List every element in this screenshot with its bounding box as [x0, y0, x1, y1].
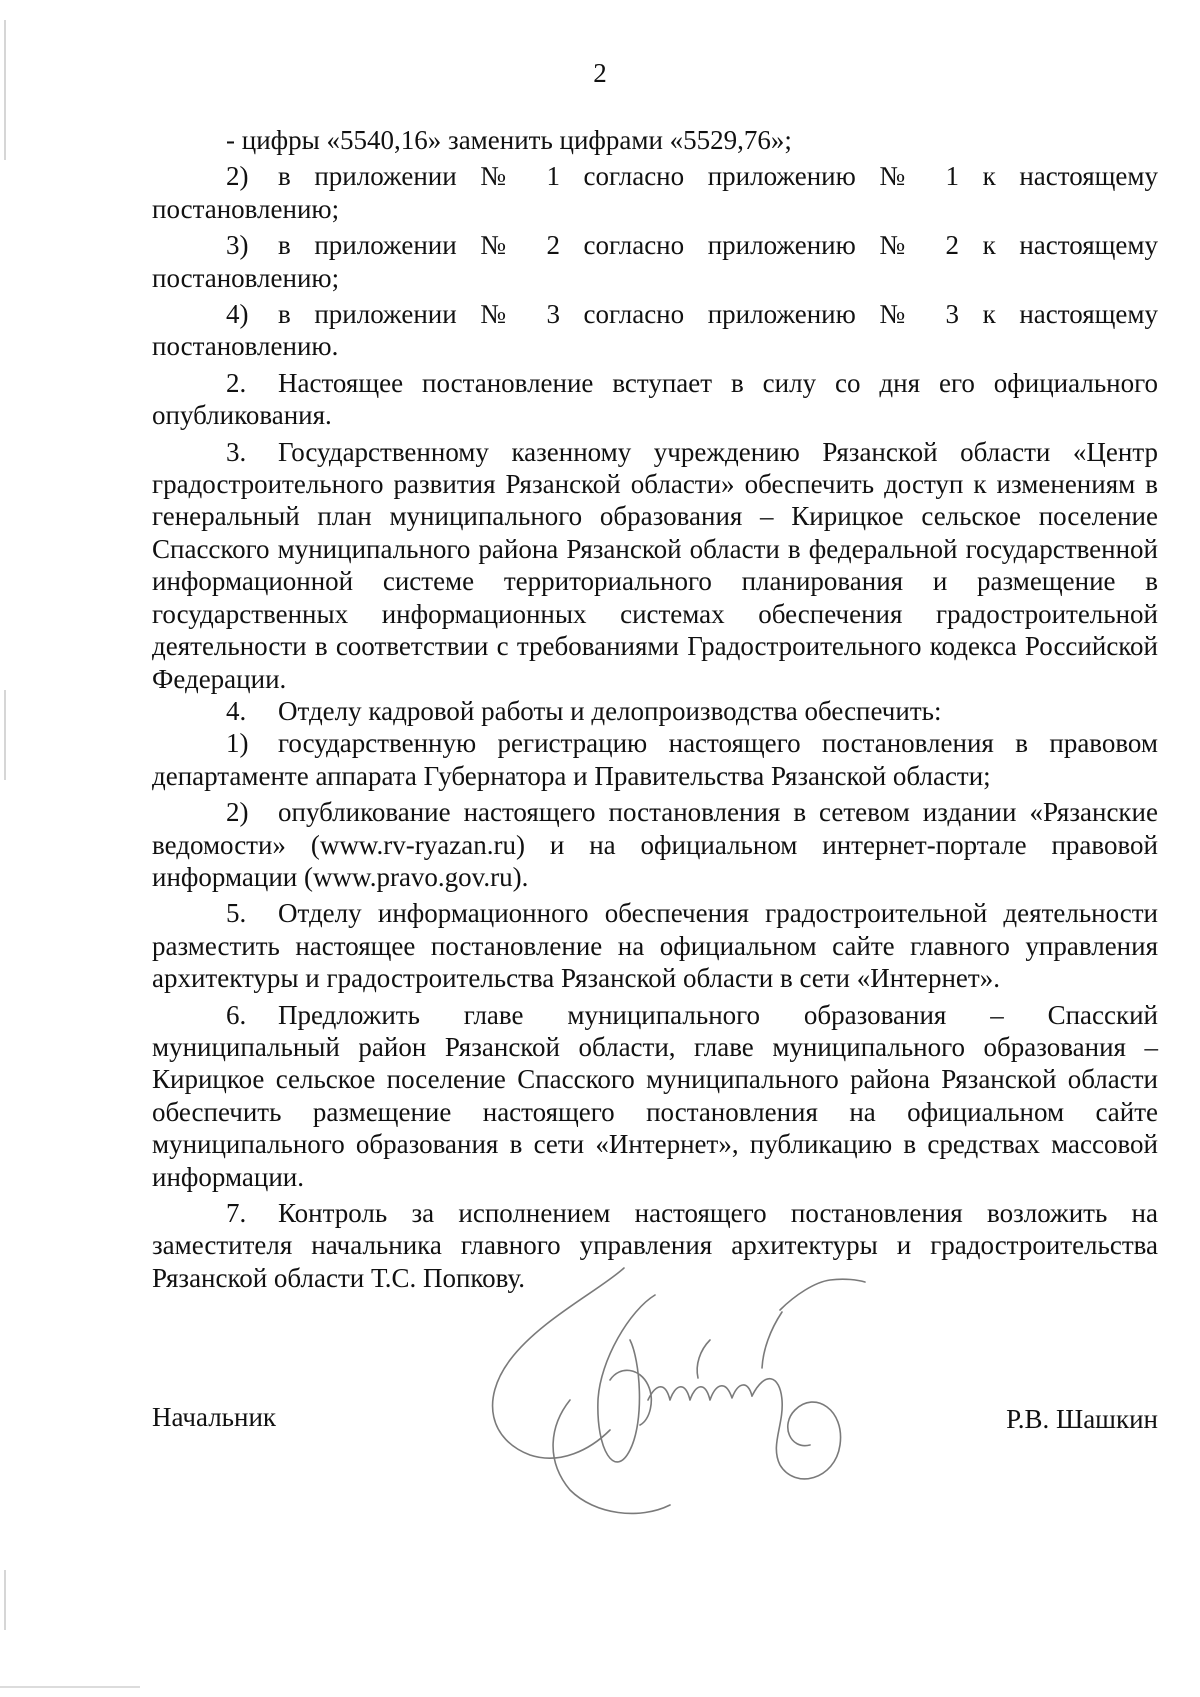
paragraph-item-2	[152, 160, 1158, 225]
paragraph-section-5	[152, 897, 1158, 994]
paragraph-number: 2)	[226, 161, 249, 192]
paragraph-number: 4.	[226, 695, 247, 726]
paragraph-text: Настоящее постановление вступает в силу со дня его официального опубликования.	[152, 367, 1158, 431]
paragraph-item-4	[152, 298, 1158, 363]
paragraph-number: 7.	[226, 1198, 247, 1228]
paragraph-text: Предложить главе муниципального образования – Спасский муниципальный район Рязанской области, главе муниципального образования – Кирицкое сельское поселение Спасского муниципального района Рязанской области обеспечить размещение настоящего постановления на официальном сайте муниципального образования в сети «Интернет», публикацию в средствах массовой информации.	[152, 999, 1158, 1192]
paragraph-text: в приложении № 3 согласно приложению № 3 к настоящему постановлению.	[152, 299, 1158, 362]
scan-edge-mark	[4, 690, 6, 780]
paragraph-text: - цифры «5540,16» заменить цифрами «5529,76»;	[226, 125, 792, 155]
paragraph-text: Отделу кадровой работы и делопроизводства обеспечить:	[278, 695, 942, 726]
paragraph-item-3	[152, 229, 1158, 294]
signer-title: Начальник	[152, 1402, 277, 1432]
paragraph-number: 1)	[226, 728, 249, 759]
paragraph-number: 2)	[226, 797, 249, 828]
paragraph-number: 2.	[226, 367, 247, 398]
paragraph-text: государственную регистрацию настоящего постановления в правовом департаменте аппарата Губернатора и Правительства Рязанской области;	[152, 728, 1158, 791]
paragraph-number: 6.	[226, 999, 247, 1030]
paragraph-text: опубликование настоящего постановления в сетевом издании «Рязанские ведомости» (www.rv-ryazan.ru) и на официальном интернет-портале правовой информации (www.pravo.gov.ru).	[152, 797, 1158, 892]
paragraph-number: 5.	[226, 898, 247, 929]
paragraph-text: Государственному казенному учреждению Рязанской области «Центр градостроительного развития Рязанской области» обеспечить доступ к изменениям в генеральный план муниципального образования – Кирицкое сельское поселение Спасского муниципального района Рязанской области в федеральной государственной информационной системе территориального планирования и размещение в государственных информационных системах обеспечения градостроительной деятельности в соответствии с требованиями Градостроительного кодекса Российской Федерации.	[152, 436, 1158, 694]
scan-bottom-mark	[0, 1686, 140, 1688]
scan-edge-mark	[4, 20, 6, 160]
paragraph-section-2	[152, 367, 1158, 432]
paragraph-section-4	[152, 695, 1158, 727]
signer-name: Р.В. Шашкин	[1006, 1404, 1158, 1434]
handwritten-signature	[480, 1250, 890, 1590]
paragraph-section-3	[152, 436, 1158, 695]
paragraph-number: 3)	[226, 230, 249, 261]
paragraph-section-4-item-2	[152, 796, 1158, 893]
page-number: 2	[593, 58, 607, 88]
paragraph-number: 4)	[226, 299, 249, 330]
paragraph-text: Контроль за исполнением настоящего постановления возложить на заместителя начальника главного управления архитектуры и градостроительства Рязанской области Т.С. Попкову.	[152, 1198, 1158, 1293]
paragraph-text: в приложении № 1 согласно приложению № 1 к настоящему постановлению;	[152, 161, 1158, 224]
document-body	[152, 124, 1158, 1294]
paragraph-number: 3.	[226, 436, 247, 467]
scan-edge-mark	[4, 1570, 6, 1630]
paragraph-section-4-item-1	[152, 727, 1158, 792]
paragraph-section-6	[152, 999, 1158, 1193]
paragraph-text: в приложении № 2 согласно приложению № 2 к настоящему постановлению;	[152, 230, 1158, 293]
paragraph-digits-replacement	[152, 124, 1158, 156]
paragraph-text: Отделу информационного обеспечения градостроительной деятельности разместить настоящее постановление на официальном сайте главного управления архитектуры и градостроительства Рязанской области в сети «Интернет».	[152, 898, 1158, 994]
